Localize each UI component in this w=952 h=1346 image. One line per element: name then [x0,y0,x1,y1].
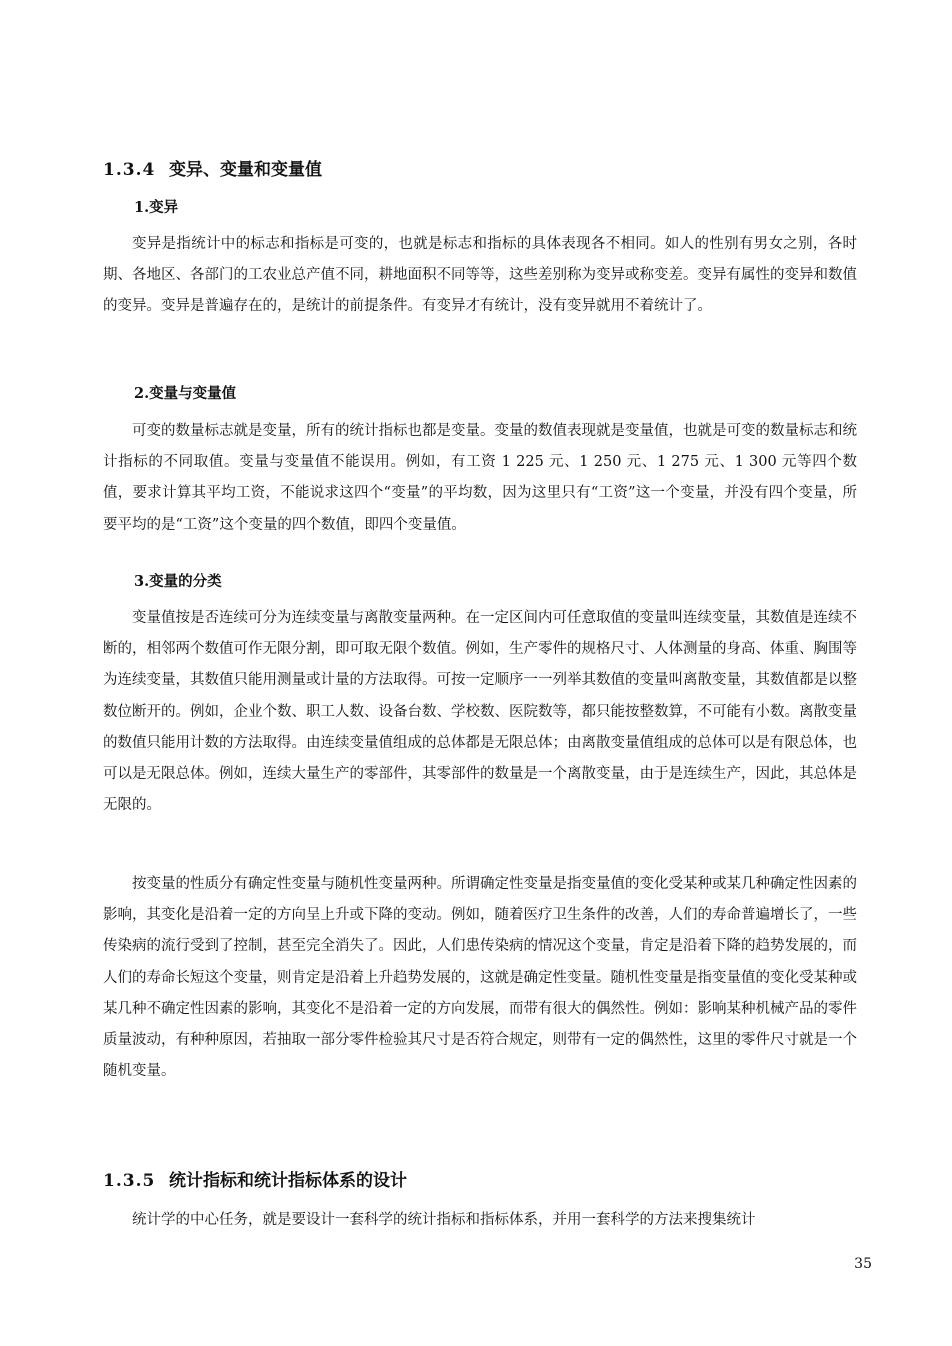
paragraph-continuous-discrete: 变量值按是否连续可分为连续变量与离散变量两种。在一定区间内可任意取值的变量叫连续变量，其数值是连续不断的，相邻两个数值可作无限分割，即可取无限个数值。例如，生产零件的规格尺寸、人体测量的身高、体重、胸围等为连续变量，其数值只能用测量或计量的方法取得。可按一定顺序一一列举其数值的变量叫离散变量，其数值都是以整数位断开的。例如，企业个数、职工人数、设备台数、学校数、医院数等，都只能按整数算，不可能有小数。离散变量的数值只能用计数的方法取得。由连续变量值组成的总体都是无限总体；由离散变量值组成的总体可以是有限总体，也可以是无限总体。例如，连续大量生产的零部件，其零部件的数量是一个离散变量，由于是连续生产，因此，其总体是无限的。 [103,610,857,814]
page-number: 35 [854,1256,872,1272]
subheading-variable-and-value: 2.变量与变量值 [134,385,237,402]
subheading-variable-classification: 3.变量的分类 [134,573,222,590]
subheading-variation: 1.变异 [134,199,179,216]
paragraph-variable-and-value: 可变的数量标志就是变量，所有的统计指标也都是变量。变量的数值表现就是变量值，也就是可变的数量标志和统计指标的不同取值。变量与变量值不能误用。例如，有工资 1 225 元、1 250 元、1 275 元、1 300 元等四个数值，要求计算其平均工资，不能说求这四个“变量”的平均数，因为这里只有“工资”这一个变量，并没有四个变量，所要平均的是“工资”这个变量的四个数值，即四个变量值。 [103,423,857,533]
section-number: 1.3.5 [103,1171,156,1191]
section-number: 1.3.4 [103,160,156,180]
paragraph-deterministic-random: 按变量的性质分有确定性变量与随机性变量两种。所谓确定性变量是指变量值的变化受某种或某几种确定性因素的影响，其变化是沿着一定的方向呈上升或下降的变动。例如，随着医疗卫生条件的改善，人们的寿命普遍增长了，一些传染病的流行受到了控制，甚至完全消失了。因此，人们患传染病的情况这个变量，肯定是沿着下降的趋势发展的，而人们的寿命长短这个变量，则肯定是沿着上升趋势发展的，这就是确定性变量。随机性变量是指变量值的变化受某种或某几种不确定性因素的影响，其变化不是沿着一定的方向发展，而带有很大的偶然性。例如：影响某种机械产品的零件质量波动，有种种原因，若抽取一部分零件检验其尺寸是否符合规定，则带有一定的偶然性，这里的零件尺寸就是一个随机变量。 [103,876,857,1080]
section-title: 统计指标和统计指标体系的设计 [169,1171,407,1191]
section-heading-1-3-4 [103,158,863,182]
section-title: 变异、变量和变量值 [169,160,322,180]
paragraph-indicator-design: 统计学的中心任务，就是要设计一套科学的统计指标和指标体系，并用一套科学的方法来搜集统计 [132,1212,756,1228]
paragraph-variation: 变异是指统计中的标志和指标是可变的，也就是标志和指标的具体表现各不相同。如人的性别有男女之别，各时期、各地区、各部门的工农业总产值不同，耕地面积不同等等，这些差别称为变异或称变差。变异有属性的变异和数值的变异。变异是普遍存在的，是统计的前提条件。有变异才有统计，没有变异就用不着统计了。 [103,236,857,315]
section-heading-1-3-5 [103,1169,863,1193]
